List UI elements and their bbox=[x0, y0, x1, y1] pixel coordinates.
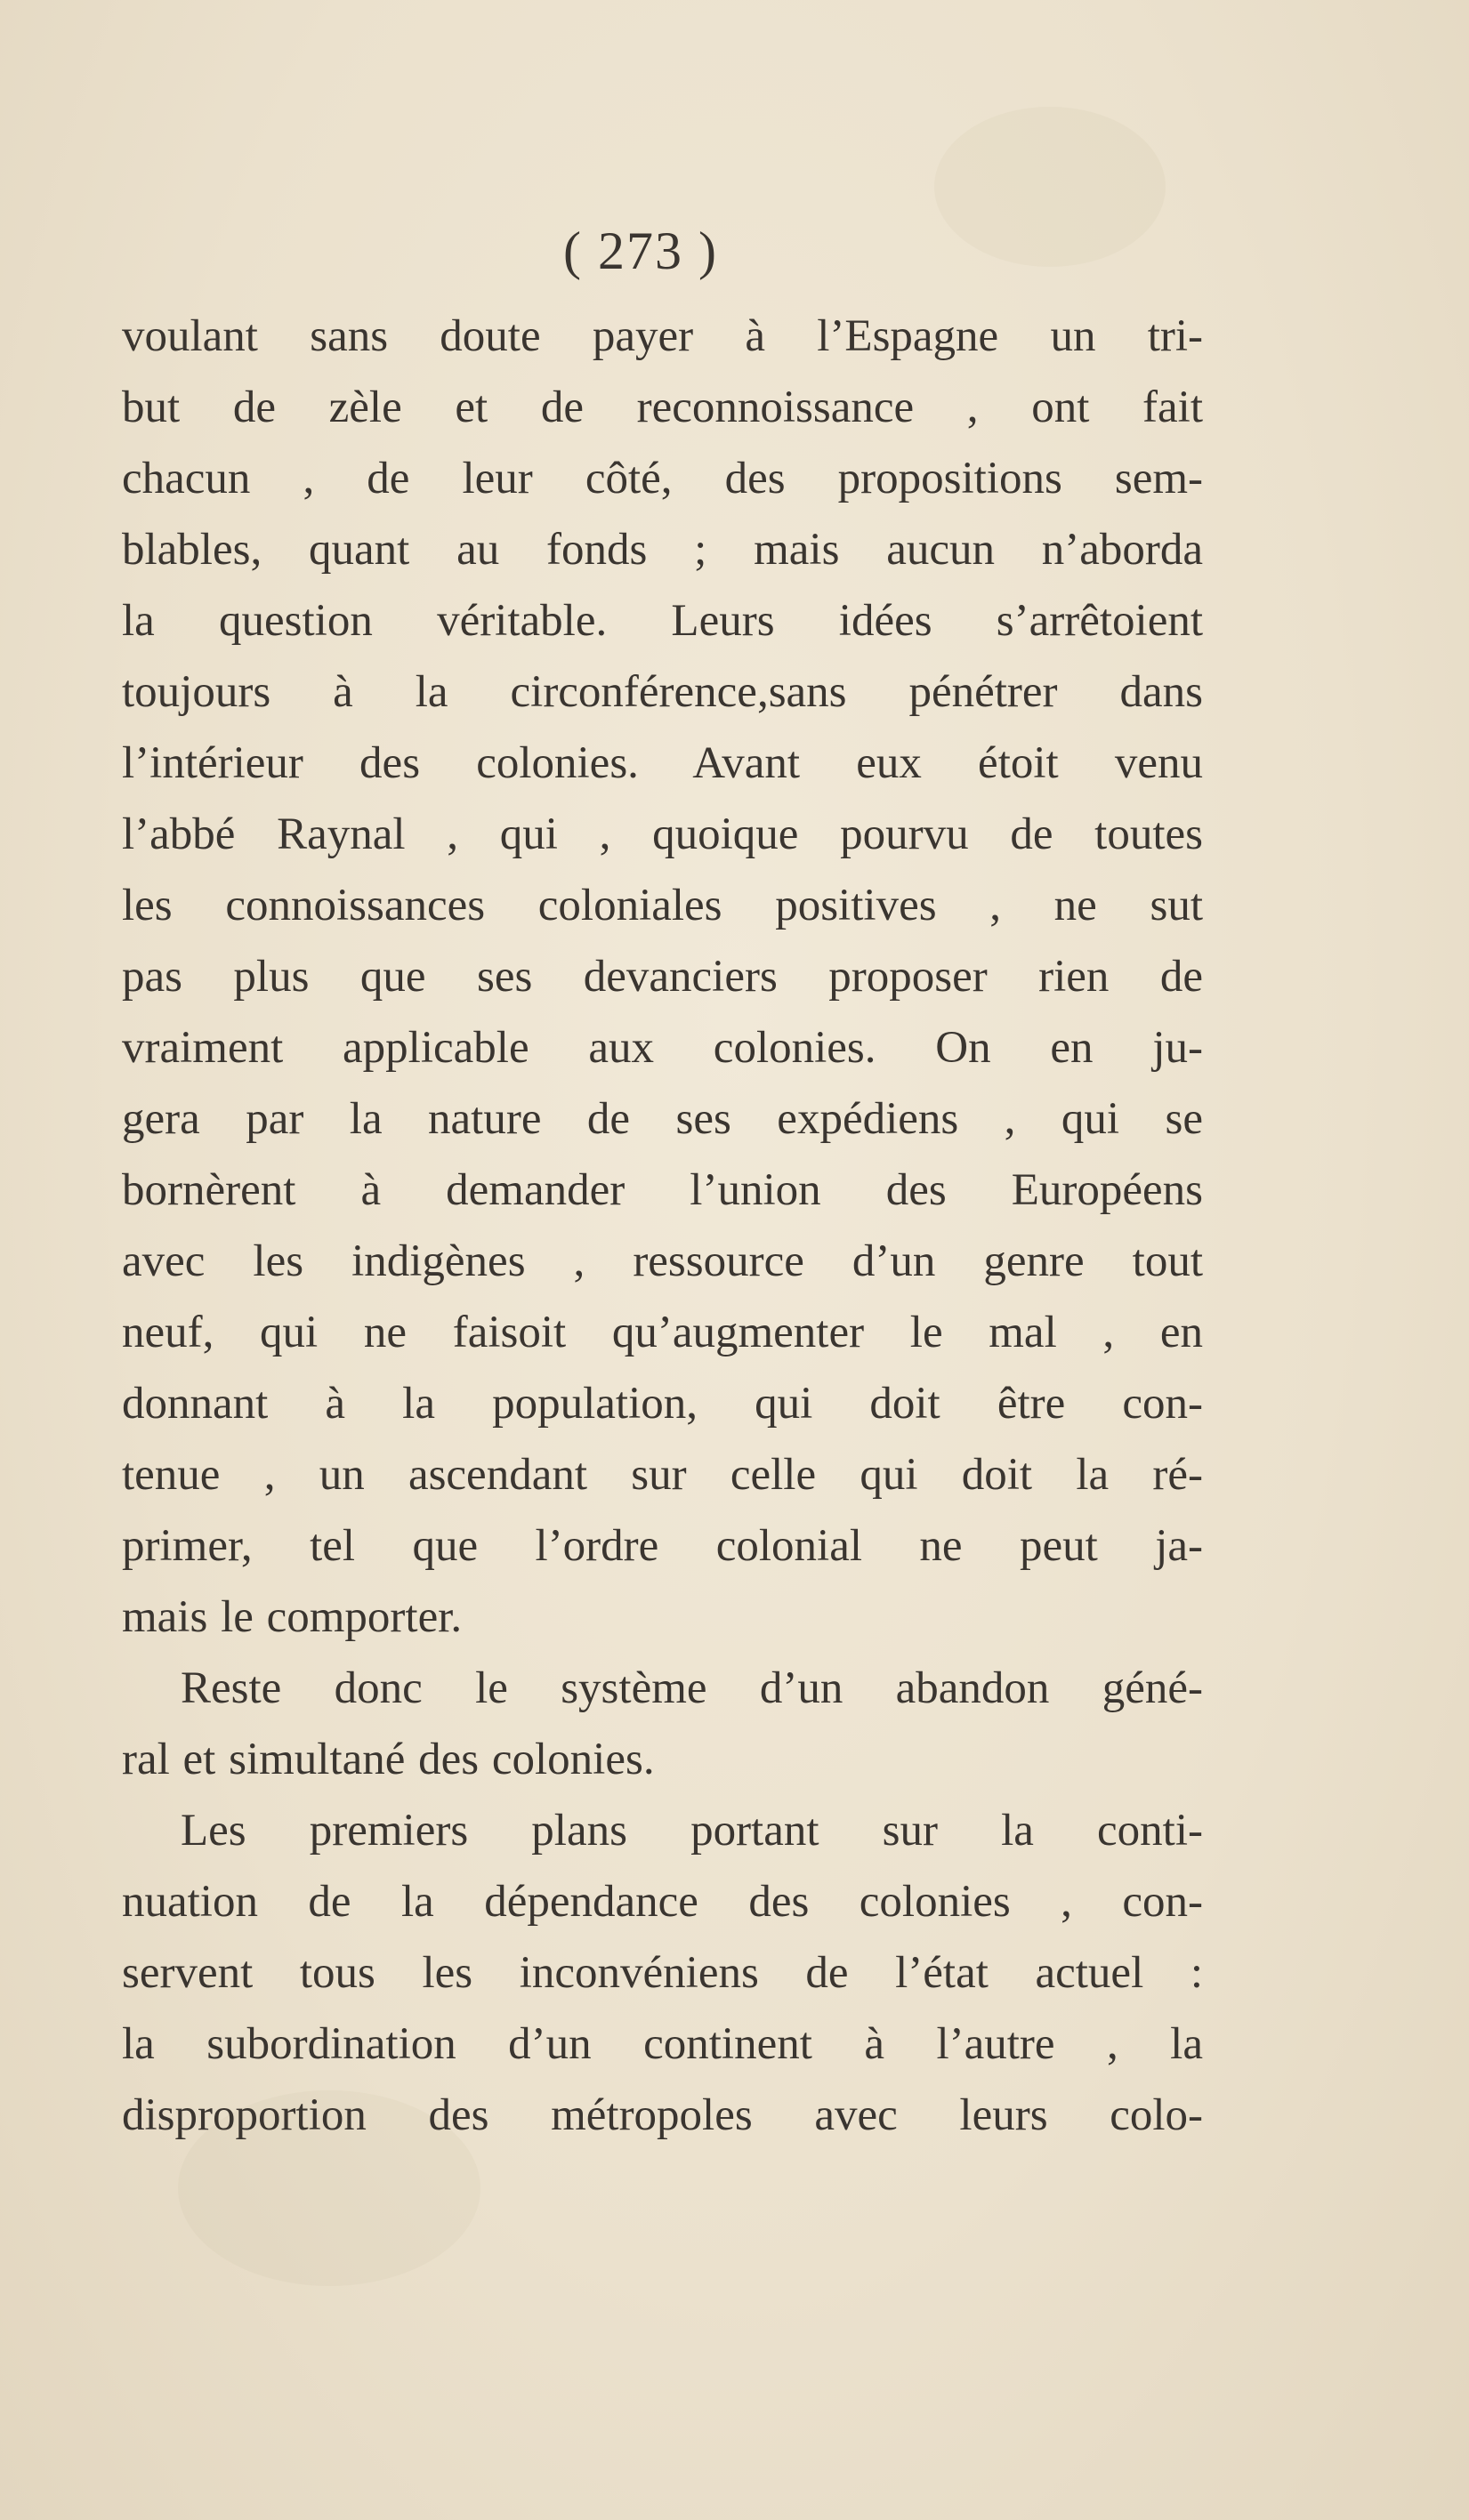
text-line: tenue , un ascendant sur celle qui doit la ré- bbox=[122, 1450, 1203, 1500]
text-line: les connoissances coloniales positives , ne sut bbox=[122, 881, 1203, 930]
text-line: primer, tel que l’ordre colonial ne peut ja- bbox=[122, 1521, 1203, 1571]
text-line: chacun , de leur côté, des propositions sem- bbox=[122, 454, 1203, 503]
text-line: ral et simultané des colonies. bbox=[122, 1735, 655, 1784]
text-line: l’abbé Raynal , qui , quoique pourvu de toutes bbox=[122, 809, 1203, 859]
text-line: gera par la nature de ses expédiens , qui se bbox=[122, 1094, 1203, 1144]
text-line: avec les indigènes , ressource d’un genre tout bbox=[122, 1236, 1203, 1286]
text-line: neuf, qui ne faisoit qu’augmenter le mal , en bbox=[122, 1308, 1203, 1357]
text-line: blables, quant au fonds ; mais aucun n’aborda bbox=[122, 525, 1203, 575]
text-line: mais le comporter. bbox=[122, 1592, 463, 1642]
text-line: nuation de la dépendance des colonies , con- bbox=[122, 1877, 1203, 1927]
text-line: toujours à la circonférence,sans pénétrer dans bbox=[122, 667, 1203, 717]
text-line: donnant à la population, qui doit être con- bbox=[122, 1379, 1203, 1429]
text-line: Les premiers plans portant sur la conti- bbox=[181, 1806, 1203, 1856]
text-line: servent tous les inconvéniens de l’état actuel : bbox=[122, 1948, 1203, 1998]
body-text bbox=[122, 301, 1203, 2151]
text-line: voulant sans doute payer à l’Espagne un tri- bbox=[122, 311, 1203, 361]
text-line: pas plus que ses devanciers proposer rien de bbox=[122, 952, 1203, 1002]
text-line: bornèrent à demander l’union des Européens bbox=[122, 1165, 1203, 1215]
text-line: la subordination d’un continent à l’autre , la bbox=[122, 2019, 1203, 2069]
text-line: Reste donc le système d’un abandon géné- bbox=[181, 1663, 1203, 1713]
text-line: la question véritable. Leurs idées s’arrêtoient bbox=[122, 596, 1203, 646]
text-line: vraiment applicable aux colonies. On en ju- bbox=[122, 1023, 1203, 1073]
page-number: ( 273 ) bbox=[563, 221, 718, 280]
text-line: l’intérieur des colonies. Avant eux étoit venu bbox=[122, 738, 1203, 788]
text-line: but de zèle et de reconnoissance , ont fait bbox=[122, 382, 1203, 432]
text-line: disproportion des métropoles avec leurs colo- bbox=[122, 2090, 1203, 2140]
